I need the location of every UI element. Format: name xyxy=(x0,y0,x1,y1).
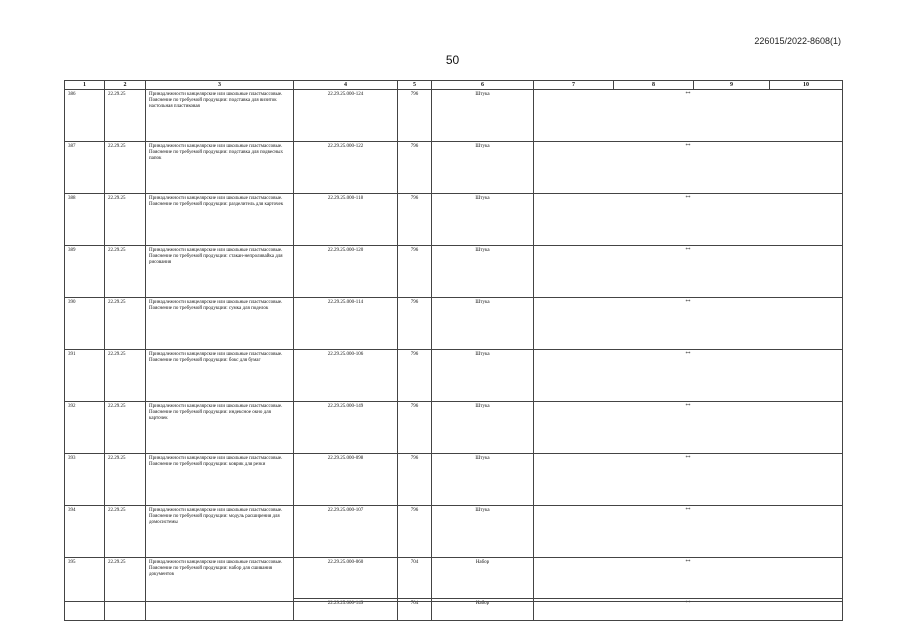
col-8-cell: ** xyxy=(614,454,694,506)
col-10-cell xyxy=(770,246,843,298)
col-7-cell xyxy=(534,454,614,506)
row-number: 390 xyxy=(65,298,105,350)
col-7-cell xyxy=(534,194,614,246)
table-row xyxy=(65,90,843,142)
col-9-cell xyxy=(694,194,770,246)
unit-name: Штука xyxy=(432,90,534,142)
unit-code: 796 xyxy=(398,506,432,558)
col-8-cell: ** xyxy=(614,298,694,350)
ktru-code: 22.29.25.000-060 xyxy=(294,558,398,599)
col-9-cell xyxy=(694,298,770,350)
col-10-cell xyxy=(770,298,843,350)
row-number: 394 xyxy=(65,506,105,558)
table-row xyxy=(65,194,843,246)
table-row xyxy=(65,246,843,298)
column-header: 4 xyxy=(294,81,398,90)
page-bottom-line xyxy=(64,601,842,602)
item-description: Принадлежности канцелярские или школьные пластмассовые. Пояснение по требуемой продукции: подставка для визиток настольная пластиковая xyxy=(146,90,294,142)
item-description: Принадлежности канцелярские или школьные пластмассовые. Пояснение по требуемой продукции: стакан-непроливайка для рисования xyxy=(146,246,294,298)
page-number: 50 xyxy=(445,53,460,67)
table-row xyxy=(65,558,843,599)
item-description: Принадлежности канцелярские или школьные пластмассовые. Пояснение по требуемой продукции: индексное окно для карточек xyxy=(146,402,294,454)
unit-name: Штука xyxy=(432,350,534,402)
col-10-cell xyxy=(770,506,843,558)
ktru-code: 22.29.25.000-106 xyxy=(294,350,398,402)
row-number: 395 xyxy=(65,558,105,621)
col-9-cell xyxy=(694,90,770,142)
col-7-cell xyxy=(534,142,614,194)
item-description: Принадлежности канцелярские или школьные пластмассовые. Пояснение по требуемой продукции: бокс для бумаг xyxy=(146,350,294,402)
item-description: Принадлежности канцелярские или школьные пластмассовые. Пояснение по требуемой продукции: подставка для подвесных папок xyxy=(146,142,294,194)
unit-code: 796 xyxy=(398,298,432,350)
item-description: Принадлежности канцелярские или школьные пластмассовые. Пояснение по требуемой продукции: разделитель для карточек xyxy=(146,194,294,246)
col-8-cell: ** xyxy=(614,246,694,298)
col-9-cell xyxy=(694,454,770,506)
ktru-code: 22.29.25.000-122 xyxy=(294,142,398,194)
okpd-code: 22.29.25 xyxy=(105,506,146,558)
row-number: 392 xyxy=(65,402,105,454)
col-7-cell xyxy=(534,90,614,142)
okpd-code: 22.29.25 xyxy=(105,194,146,246)
document-id: 226015/2022-8608(1) xyxy=(754,36,841,46)
table-row xyxy=(65,454,843,506)
unit-name: Штука xyxy=(432,246,534,298)
col-10-cell xyxy=(770,90,843,142)
col-9-cell xyxy=(694,246,770,298)
col-8-cell: ** xyxy=(614,142,694,194)
column-header: 7 xyxy=(534,81,614,90)
unit-code: 704 xyxy=(398,599,432,621)
ktru-code: 22.29.25.000-124 xyxy=(294,90,398,142)
column-header: 8 xyxy=(614,81,694,90)
ktru-code: 22.29.25.000-120 xyxy=(294,246,398,298)
col-10-cell xyxy=(770,402,843,454)
unit-name: Набор xyxy=(432,599,534,621)
okpd-code: 22.29.25 xyxy=(105,246,146,298)
unit-name: Штука xyxy=(432,298,534,350)
row-number: 389 xyxy=(65,246,105,298)
column-header: 6 xyxy=(432,81,534,90)
row-number: 386 xyxy=(65,90,105,142)
unit-code: 796 xyxy=(398,402,432,454)
item-description: Принадлежности канцелярские или школьные пластмассовые. Пояснение по требуемой продукции: сумка для поделок xyxy=(146,298,294,350)
col-10-cell xyxy=(770,558,843,599)
ktru-code: 22.29.25.000-118 xyxy=(294,194,398,246)
col-7-cell xyxy=(534,246,614,298)
column-header: 1 xyxy=(65,81,105,90)
col-9-cell xyxy=(694,350,770,402)
row-number: 387 xyxy=(65,142,105,194)
col-8-cell: ** xyxy=(614,599,694,621)
item-description: Принадлежности канцелярские или школьные пластмассовые. Пояснение по требуемой продукции: модуль расширения для домосистемы xyxy=(146,506,294,558)
row-number: 388 xyxy=(65,194,105,246)
col-7-cell xyxy=(534,350,614,402)
col-8-cell: ** xyxy=(614,350,694,402)
column-header: 5 xyxy=(398,81,432,90)
col-7-cell xyxy=(534,402,614,454)
col-8-cell: ** xyxy=(614,194,694,246)
header-row xyxy=(65,81,843,90)
unit-code: 796 xyxy=(398,90,432,142)
item-description: Принадлежности канцелярские или школьные пластмассовые. Пояснение по требуемой продукции: коврик для резки xyxy=(146,454,294,506)
column-header: 3 xyxy=(146,81,294,90)
col-8-cell: ** xyxy=(614,558,694,599)
column-header: 10 xyxy=(770,81,843,90)
procurement-table xyxy=(64,80,843,621)
col-8-cell: ** xyxy=(614,402,694,454)
unit-code: 796 xyxy=(398,194,432,246)
okpd-code: 22.29.25 xyxy=(105,142,146,194)
okpd-code: 22.29.25 xyxy=(105,558,146,621)
unit-code: 796 xyxy=(398,350,432,402)
ktru-code: 22.29.25.000-114 xyxy=(294,298,398,350)
col-7-cell xyxy=(534,558,614,599)
unit-code: 796 xyxy=(398,142,432,194)
col-9-cell xyxy=(694,506,770,558)
okpd-code: 22.29.25 xyxy=(105,402,146,454)
unit-name: Штука xyxy=(432,506,534,558)
col-10-cell xyxy=(770,454,843,506)
okpd-code: 22.29.25 xyxy=(105,454,146,506)
ktru-code: 22.29.25.000-098 xyxy=(294,454,398,506)
okpd-code: 22.29.25 xyxy=(105,298,146,350)
ktru-code: 22.29.25.000-107 xyxy=(294,506,398,558)
table-row xyxy=(65,402,843,454)
unit-name: Штука xyxy=(432,454,534,506)
col-9-cell xyxy=(694,558,770,599)
okpd-code: 22.29.25 xyxy=(105,90,146,142)
column-header: 9 xyxy=(694,81,770,90)
column-header: 2 xyxy=(105,81,146,90)
table-row xyxy=(65,506,843,558)
unit-code: 796 xyxy=(398,246,432,298)
table-row xyxy=(65,142,843,194)
col-8-cell: ** xyxy=(614,506,694,558)
okpd-code: 22.29.25 xyxy=(105,350,146,402)
ktru-code: 22.29.25.000-149 xyxy=(294,599,398,621)
col-9-cell xyxy=(694,142,770,194)
table-row xyxy=(65,298,843,350)
item-description: Принадлежности канцелярские или школьные пластмассовые. Пояснение по требуемой продукции: набор для сшивания документов xyxy=(146,558,294,621)
unit-name: Штука xyxy=(432,194,534,246)
col-10-cell xyxy=(770,142,843,194)
unit-name: Штука xyxy=(432,402,534,454)
col-10-cell xyxy=(770,350,843,402)
col-9-cell xyxy=(694,402,770,454)
row-number: 393 xyxy=(65,454,105,506)
col-8-cell: ** xyxy=(614,90,694,142)
unit-code: 704 xyxy=(398,558,432,599)
unit-name: Штука xyxy=(432,142,534,194)
unit-name: Набор xyxy=(432,558,534,599)
unit-code: 796 xyxy=(398,454,432,506)
table-row xyxy=(65,350,843,402)
col-7-cell xyxy=(534,506,614,558)
row-number: 391 xyxy=(65,350,105,402)
ktru-code: 22.29.25.000-149 xyxy=(294,402,398,454)
col-10-cell xyxy=(770,194,843,246)
col-7-cell xyxy=(534,298,614,350)
